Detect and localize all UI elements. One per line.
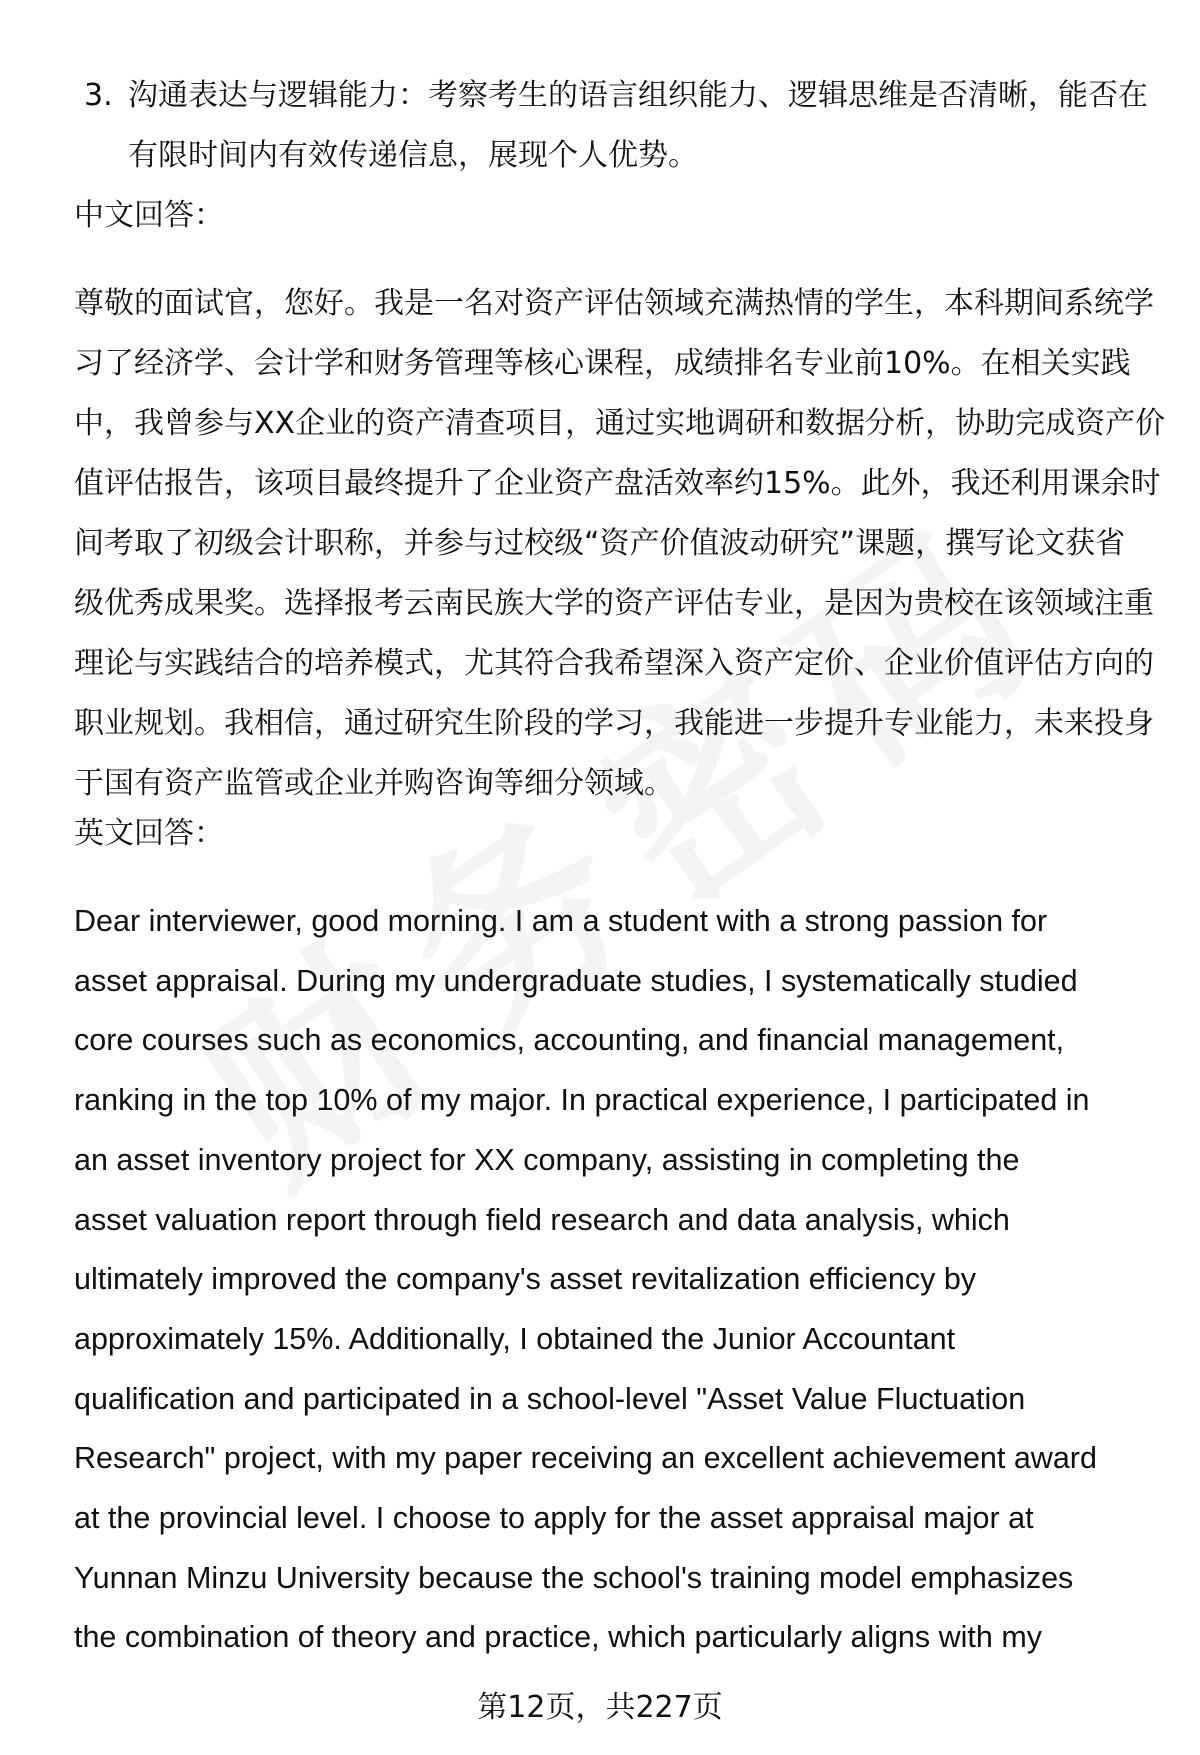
chinese-answer-paragraph bbox=[74, 274, 1164, 814]
text-line: 中，我曾参与XX企业的资产清查项目，通过实地调研和数据分析，协助完成资产价 bbox=[74, 406, 1166, 441]
text-line: 沟通表达与逻辑能力：考察考生的语言组织能力、逻辑思维是否清晰，能否在 bbox=[128, 78, 1148, 113]
text-line: 有限时间内有效传递信息，展现个人优势。 bbox=[128, 138, 698, 173]
list-number: 3. bbox=[84, 78, 113, 113]
text-line: ultimately improved the company's asset revitalization efficiency by bbox=[74, 1262, 977, 1297]
text-line: 职业规划。我相信，通过研究生阶段的学习，我能进一步提升专业能力，未来投身 bbox=[74, 706, 1154, 741]
text-line: 级优秀成果奖。选择报考云南民族大学的资产评估专业，是因为贵校在该领域注重 bbox=[74, 586, 1154, 621]
text-line: 于国有资产监管或企业并购咨询等细分领域。 bbox=[74, 766, 674, 801]
text-line: 理论与实践结合的培养模式，尤其符合我希望深入资产定价、企业价值评估方向的 bbox=[74, 646, 1154, 681]
text-line: at the provincial level. I choose to apply for the asset appraisal major at bbox=[74, 1501, 1034, 1536]
list-item-text bbox=[128, 66, 1148, 186]
text-line: an asset inventory project for XX company, assisting in completing the bbox=[74, 1142, 1020, 1177]
text-line: core courses such as economics, accounting, and financial management, bbox=[74, 1023, 1065, 1058]
text-line: approximately 15%. Additionally, I obtained the Junior Accountant bbox=[74, 1321, 956, 1356]
text-line: 习了经济学、会计学和财务管理等核心课程，成绩排名专业前10%。在相关实践 bbox=[74, 346, 1131, 381]
text-line: Dear interviewer, good morning. I am a student with a strong passion for bbox=[74, 904, 1048, 938]
text-line: 值评估报告，该项目最终提升了企业资产盘活效率约15%。此外，我还利用课余时 bbox=[74, 466, 1161, 501]
text-line: the combination of theory and practice, which particularly aligns with my bbox=[74, 1620, 1042, 1655]
english-answer-heading: 英文回答： bbox=[74, 816, 224, 851]
english-answer-paragraph bbox=[74, 892, 1164, 1668]
text-line: ranking in the top 10% of my major. In practical experience, I participated in bbox=[74, 1083, 1090, 1118]
text-line: 间考取了初级会计职称，并参与过校级“资产价值波动研究”课题，撰写论文获省 bbox=[74, 526, 1126, 561]
text-line: 尊敬的面试官，您好。我是一名对资产评估领域充满热情的学生，本科期间系统学 bbox=[74, 286, 1154, 321]
text-line: asset appraisal. During my undergraduate studies, I systematically studied bbox=[74, 963, 1078, 998]
chinese-answer-heading: 中文回答： bbox=[74, 198, 224, 233]
text-line: Yunnan Minzu University because the school's training model emphasizes bbox=[74, 1560, 1074, 1595]
text-line: asset valuation report through field research and data analysis, which bbox=[74, 1202, 1010, 1237]
page-number-footer: 第12页，共227页 bbox=[477, 1690, 723, 1725]
text-line: qualification and participated in a school-level "Asset Value Fluctuation bbox=[74, 1381, 1026, 1416]
text-line: Research" project, with my paper receiving an excellent achievement award bbox=[74, 1441, 1097, 1476]
